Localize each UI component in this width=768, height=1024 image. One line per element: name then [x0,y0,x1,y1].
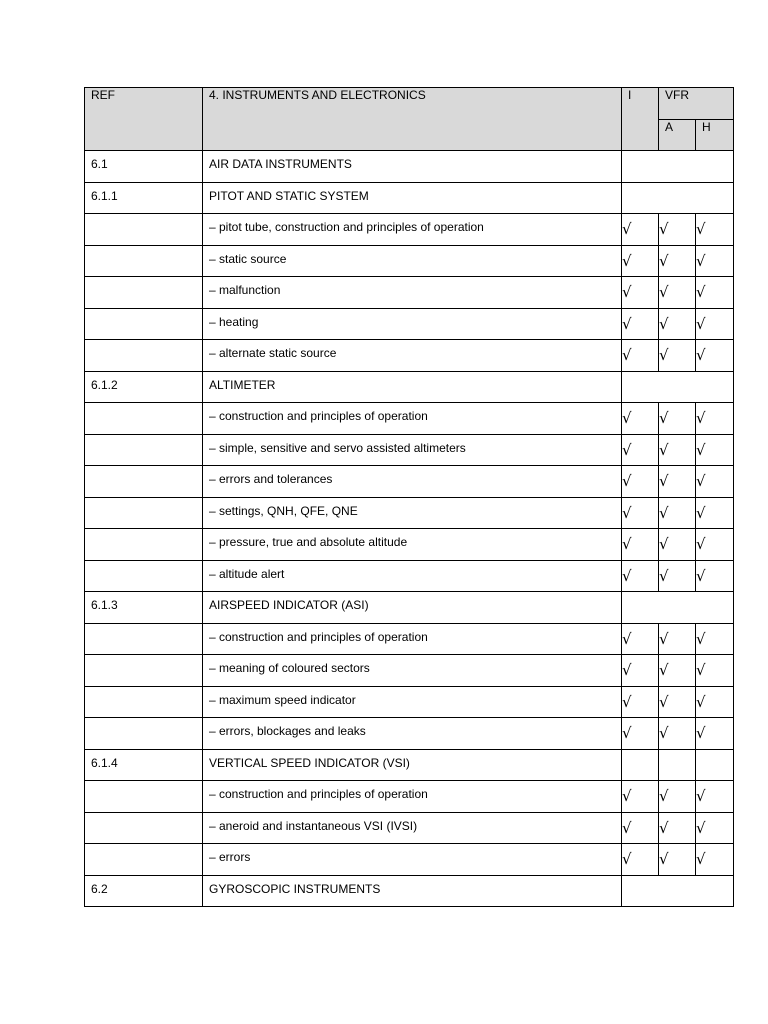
table-row [85,655,734,687]
tick-mark-h [696,434,734,466]
check-icon: √ [659,346,669,364]
empty-cell-merged [622,592,734,624]
check-icon: √ [659,818,669,837]
row-text: – aneroid and instantaneous VSI (IVSI) [203,812,622,844]
check-icon: √ [622,850,632,868]
table-row [85,403,734,435]
tick-mark-i [622,434,659,466]
row-text: – errors and tolerances [203,466,622,498]
header-h: H [696,120,734,151]
check-icon: √ [622,661,632,679]
row-ref [85,529,203,561]
tick-mark-a [659,403,696,435]
check-icon: √ [659,566,669,585]
row-ref [85,844,203,876]
check-icon: √ [659,283,669,301]
row-text: – malfunction [203,277,622,309]
check-icon: √ [696,409,706,427]
row-text: – construction and principles of operation [203,781,622,813]
row-text: AIRSPEED INDICATOR (ASI) [203,592,622,624]
check-icon: √ [659,535,669,553]
check-icon: √ [659,850,669,868]
table-row [85,182,734,214]
tick-mark-a [659,466,696,498]
header-i: I [622,88,659,151]
row-text: – pressure, true and absolute altitude [203,529,622,561]
tick-mark-a [659,844,696,876]
check-icon: √ [622,629,632,648]
table-row [85,875,734,907]
tick-mark-h [696,623,734,655]
table-row [85,529,734,561]
check-icon: √ [696,661,706,679]
tick-mark-h [696,781,734,813]
table-row [85,781,734,813]
check-icon: √ [659,409,669,427]
tick-mark-i [622,245,659,277]
header-ref: REF [85,88,203,151]
row-ref [85,340,203,372]
row-ref: 6.1.3 [85,592,203,624]
check-icon: √ [622,535,632,553]
tick-mark-h [696,466,734,498]
check-icon: √ [622,503,632,522]
row-text: GYROSCOPIC INSTRUMENTS [203,875,622,907]
empty-cell-merged [622,151,734,183]
tick-mark-a [659,340,696,372]
tick-mark-i [622,623,659,655]
row-ref [85,245,203,277]
table-row [85,812,734,844]
check-icon: √ [622,566,632,585]
row-text: – simple, sensitive and servo assisted altimeters [203,434,622,466]
row-ref [85,623,203,655]
table-row [85,560,734,592]
tick-mark-h [696,844,734,876]
check-icon: √ [622,472,632,490]
tick-mark-h [696,497,734,529]
tick-mark-a [659,434,696,466]
check-icon: √ [696,220,706,238]
row-text: – alternate static source [203,340,622,372]
tick-mark-a [659,686,696,718]
tick-mark-h [696,655,734,687]
tick-mark-i [622,812,659,844]
row-ref [85,403,203,435]
header-vfr: VFR [659,88,734,120]
check-icon: √ [696,787,706,805]
check-icon: √ [622,314,632,333]
tick-mark-i [622,560,659,592]
table-row [85,497,734,529]
row-ref [85,277,203,309]
table-row [85,245,734,277]
check-icon: √ [659,472,669,490]
tick-mark-h [696,529,734,561]
row-text: – settings, QNH, QFE, QNE [203,497,622,529]
table-row [85,308,734,340]
tick-mark-h [696,214,734,246]
check-icon: √ [696,472,706,490]
check-icon: √ [696,692,706,711]
tick-mark-a [659,623,696,655]
check-icon: √ [696,566,706,585]
tick-mark-h [696,812,734,844]
tick-mark-i [622,466,659,498]
table-row [85,277,734,309]
row-text: PITOT AND STATIC SYSTEM [203,182,622,214]
check-icon: √ [659,440,669,459]
tick-mark-h [696,686,734,718]
table-row [85,466,734,498]
table-row [85,371,734,403]
row-text: – construction and principles of operation [203,623,622,655]
tick-mark-a [659,497,696,529]
row-ref [85,214,203,246]
check-icon: √ [659,787,669,805]
table-row [85,214,734,246]
check-icon: √ [696,850,706,868]
tick-mark-a [659,214,696,246]
row-ref [85,308,203,340]
empty-cell-merged [622,371,734,403]
syllabus-table [84,87,734,907]
row-text: – errors [203,844,622,876]
empty-cell-merged [622,875,734,907]
row-text: VERTICAL SPEED INDICATOR (VSI) [203,749,622,781]
tick-mark-a [659,560,696,592]
check-icon: √ [696,629,706,648]
check-icon: √ [659,220,669,238]
check-icon: √ [696,818,706,837]
table-row [85,844,734,876]
check-icon: √ [622,724,632,742]
tick-mark-i [622,529,659,561]
row-ref [85,466,203,498]
row-ref [85,718,203,750]
check-icon: √ [696,251,706,270]
check-icon: √ [622,787,632,805]
tick-mark-a [659,308,696,340]
tick-mark-a [659,655,696,687]
row-text: – altitude alert [203,560,622,592]
row-ref: 6.1 [85,151,203,183]
check-icon: √ [622,409,632,427]
check-icon: √ [659,251,669,270]
tick-mark-h [696,340,734,372]
tick-mark-a [659,529,696,561]
tick-mark-a [659,277,696,309]
table-row [85,749,734,781]
check-icon: √ [696,314,706,333]
tick-mark-i [622,403,659,435]
tick-mark-i [622,781,659,813]
check-icon: √ [696,535,706,553]
tick-mark-i [622,308,659,340]
row-ref [85,781,203,813]
row-ref [85,655,203,687]
row-ref [85,686,203,718]
table-row [85,718,734,750]
table-row [85,623,734,655]
tick-mark-h [696,308,734,340]
row-ref: 6.2 [85,875,203,907]
check-icon: √ [659,503,669,522]
tick-mark-a [659,245,696,277]
check-icon: √ [696,346,706,364]
table-row [85,686,734,718]
check-icon: √ [659,661,669,679]
row-text: – static source [203,245,622,277]
tick-mark-h [696,718,734,750]
check-icon: √ [622,283,632,301]
row-text: AIR DATA INSTRUMENTS [203,151,622,183]
empty-cell-h [696,749,734,781]
tick-mark-i [622,277,659,309]
row-ref [85,812,203,844]
header-a: A [659,120,696,151]
row-text: – construction and principles of operation [203,403,622,435]
table-row [85,434,734,466]
table-row [85,340,734,372]
check-icon: √ [696,440,706,459]
tick-mark-i [622,340,659,372]
table-row [85,592,734,624]
tick-mark-i [622,655,659,687]
check-icon: √ [622,692,632,711]
header-title: 4. INSTRUMENTS AND ELECTRONICS [203,88,622,151]
empty-cell-merged [622,182,734,214]
tick-mark-h [696,277,734,309]
tick-mark-a [659,718,696,750]
tick-mark-i [622,497,659,529]
check-icon: √ [659,314,669,333]
tick-mark-h [696,245,734,277]
empty-cell-i [622,749,659,781]
check-icon: √ [659,692,669,711]
tick-mark-h [696,403,734,435]
row-ref: 6.1.2 [85,371,203,403]
check-icon: √ [622,251,632,270]
check-icon: √ [622,346,632,364]
check-icon: √ [696,503,706,522]
row-ref: 6.1.4 [85,749,203,781]
tick-mark-i [622,718,659,750]
tick-mark-i [622,214,659,246]
tick-mark-i [622,686,659,718]
row-text: – meaning of coloured sectors [203,655,622,687]
row-text: – heating [203,308,622,340]
row-ref: 6.1.1 [85,182,203,214]
tick-mark-i [622,844,659,876]
tick-mark-a [659,812,696,844]
row-text: – pitot tube, construction and principles of operation [203,214,622,246]
check-icon: √ [696,283,706,301]
check-icon: √ [659,724,669,742]
row-ref [85,434,203,466]
tick-mark-a [659,781,696,813]
row-ref [85,497,203,529]
row-text: – maximum speed indicator [203,686,622,718]
check-icon: √ [622,220,632,238]
check-icon: √ [622,440,632,459]
row-text: ALTIMETER [203,371,622,403]
empty-cell-a [659,749,696,781]
row-ref [85,560,203,592]
check-icon: √ [696,724,706,742]
row-text: – errors, blockages and leaks [203,718,622,750]
table-row [85,151,734,183]
tick-mark-h [696,560,734,592]
check-icon: √ [622,818,632,837]
table-body [85,151,734,907]
check-icon: √ [659,629,669,648]
